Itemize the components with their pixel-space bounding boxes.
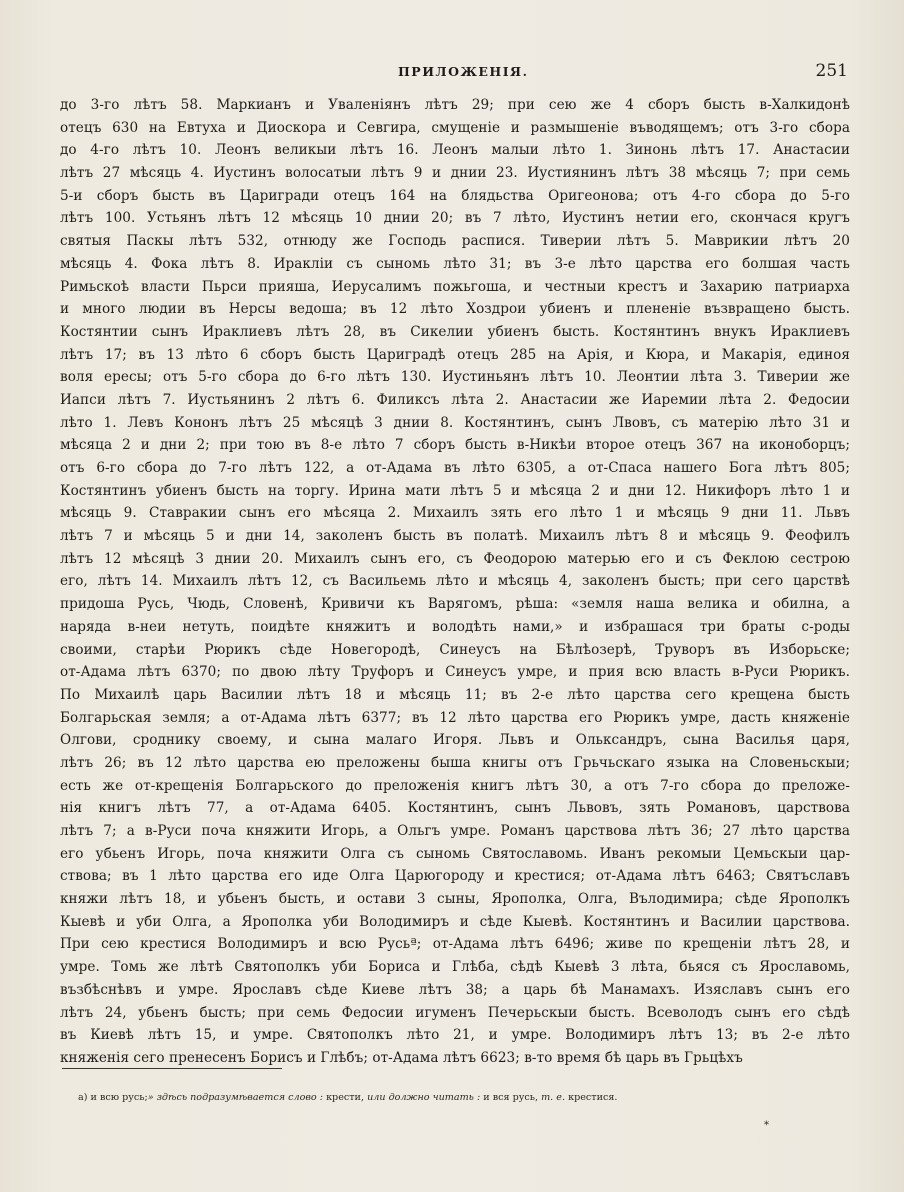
printers-mark: * [764,1120,769,1131]
text-line: Болгарьская земля; а от-Адама лѣтъ 6377; въ 12 лѣто царства его Рюрикъ умре, дасть княженіе [60,709,850,726]
text-line: Костянтинъ убиенъ бысть на торгу. Ирина мати лѣтъ 5 и мѣсяца 2 и дни 12. Никифоръ лѣто 1 и [60,482,850,499]
text-line: от-Адама лѣтъ 6370; по двою лѣту Труфоръ и Синеусъ умре, и прия всю власть в-Руси Рюрикъ. [60,664,850,681]
text-line: При сею крестися Володимиръ и всю Русьª; от-Адама лѣтъ 6496; живе по крещеніи лѣтъ 28, и [60,936,850,953]
text-line: лѣтъ 7; а в-Руси поча княжити Игорь, а Ольгъ умре. Романъ царствова лѣтъ 36; 27 лѣто царства [60,823,850,839]
text-line: лѣто 1. Левъ Кононъ лѣтъ 25 мѣсяцѣ 3 днии 8. Костянтинъ, сынъ Лвовъ, съ матерію лѣто 31 и [60,414,850,431]
text-line: и много людии въ Нерсы ведоша; въ 12 лѣто Хоздрои убиенъ и плененіе възвращено бысть. [60,301,850,318]
text-line: княженія сего пренесенъ Борисъ и Глѣбъ; от-Адама лѣтъ 6623; в-то время бѣ царь въ Грьцѣхъ [60,1049,743,1066]
footnote-note-3: т. е. [541,1092,566,1103]
body-text [60,94,850,1070]
footnote-word-2: и вся русь, [483,1092,539,1103]
text-line: княжи лѣтъ 18, и убьенъ бысть, и остави 3 сыны, Ярополка, Олга, Вълодимира; сѣде Ярополкъ [60,891,850,908]
text-line: лѣтъ 17; въ 13 лѣто 6 сборъ бысть Цариградѣ отецъ 285 на Арія, и Кюра, и Макарія, единоя [60,346,850,363]
text-line: възбѣснѣвъ и умре. Ярославъ сѣде Киеве лѣтъ 38; а царь бѣ Манамахъ. Изяславъ сынъ его [60,981,850,998]
text-line: лѣтъ 27 мѣсяць 4. Иустинъ волосатыи лѣтъ 9 и днии 23. Иустиянинъ лѣтъ 38 мѣсяць 7; при семь [60,165,850,182]
footnote-marker: а) [78,1092,88,1103]
text-line: мѣсяць 9. Ставракии сынъ его мѣсяца 2. Михаилъ зять его лѣто 1 и мѣсяць 9 дни 11. Львъ [60,505,850,522]
text-line: есть же от-крещенія Болгарьского до преложенія книгъ лѣтъ 30, а отъ 7-го сбора до преложе- [60,777,850,794]
text-line: лѣтъ 26; въ 12 лѣто царства ею преложены быша книгы отъ Грьчьскаго языка на Словеньскыи; [60,754,850,771]
text-line: до 4-го лѣтъ 10. Леонъ великыи лѣтъ 16. Леонъ малыи лѣто 1. Зинонь лѣтъ 17. Анастасии [60,142,850,159]
text-line: 5-и сборъ бысть въ Царигради отецъ 164 на блядьства Оригеонова; отъ 4-го сбора до 5-го [60,187,850,204]
text-line: мѣсяць 4. Фока лѣтъ 8. Иракліи съ сыномь лѣто 31; въ 3-е лѣто царства его болшая часть [60,255,850,272]
text-line: воля ересы; отъ 5-го сбора до 6-го лѣтъ 130. Иустиньянъ лѣтъ 10. Леонтии лѣта 3. Тиверии же [60,369,850,386]
footnote-divider [62,1068,282,1069]
text-line: своими, старѣи Рюрикъ сѣде Новегородѣ, Синеусъ на Бѣлѣозерѣ, Труворъ въ Изборьске; [60,641,850,658]
text-line: лѣтъ 24, убьенъ бысть; при семь Федосии игуменъ Печерьскыи бысть. Всеволодъ сынъ его сѣдѣ [60,1004,850,1021]
text-line: въ Киевѣ лѣтъ 15, и умре. Святополкъ лѣто 21, и умре. Володимиръ лѣтъ 13; въ 2-е лѣто [60,1027,850,1044]
footnote-note-2: или должно читать : [367,1092,481,1103]
page-header [60,62,850,84]
running-title: ПРИЛОЖЕНІЯ. [398,64,529,79]
text-line: лѣтъ 100. Устьянъ лѣтъ 12 мѣсяць 10 днии 20; въ 7 лѣто, Иустинъ нетии его, скончася кругъ [60,210,850,227]
text-line: Иапси лѣтъ 7. Иустьянинъ 2 лѣтъ 6. Филиксъ лѣта 2. Анастасии же Иаремии лѣта 2. Федосии [60,391,850,408]
text-line: Кыевѣ и уби Олга, а Ярополка уби Володимиръ и сѣде Кыевѣ. Костянтинъ и Василии царствова. [60,913,850,930]
text-line: ствова; въ 1 лѣто царства его иде Олга Царюгороду и крестися; от-Адама лѣтъ 6463; Святъславъ [60,868,850,885]
text-line: до 3-го лѣтъ 58. Маркианъ и Уваленіянъ лѣтъ 29; при сею же 4 сборъ бысть в-Халкидонѣ [60,97,850,113]
text-line: мѣсяца 2 и дни 2; при тою въ 8-е лѣто 7 сборъ бысть в-Никѣи второе отецъ 367 на иконоборцъ; [60,437,850,454]
text-line: его убьенъ Игорь, поча княжити Олга съ сыномь Святославомь. Иванъ рекомыи Цемьскыи цар- [60,845,850,862]
text-line: По Михаилѣ царь Василии лѣтъ 18 и мѣсяць 11; въ 2-е лѣто царства сего крещена бысть [60,686,850,703]
footnote-note-1: » здѣсь подразумѣвается слово : [147,1092,323,1103]
footnote-word-3: крестися. [568,1092,618,1103]
text-line: лѣтъ 7 и мѣсяць 5 и дни 14, заколенъ бысть въ полатѣ. Михаилъ лѣтъ 8 и мѣсяць 9. Феофилъ [60,528,850,545]
text-line: Римьскоѣ власти Пьрси прияша, Иерусалимъ пожьгоша, и честныи крестъ и Захарию патриарха [60,278,850,295]
text-line: Олгови, сроднику своему, и сына малаго Игоря. Львъ и Олькcандръ, сына Василья царя, [60,732,850,749]
text-line: Костянтии сынъ Ираклиевъ лѣтъ 28, въ Сикелии убиенъ бысть. Костянтинъ внукъ Ираклиевъ [60,323,850,340]
text-line: наряда в-неи нетуть, поидѣте княжитъ и володѣть нами,» и избрашася три браты с-роды [60,618,850,635]
text-line: нія книгъ лѣтъ 77, а от-Адама 6405. Костянтинъ, сынъ Львовъ, зять Романовъ, царствова [60,800,850,817]
text-line: отецъ 630 на Евтуха и Диоскора и Севгира, смущеніе и размышеніе въводящемъ; отъ 3-го сбора [60,119,850,136]
text-line: умре. Томь же лѣтѣ Святополкъ уби Бориса и Глѣба, сѣдѣ Кыевѣ 3 лѣта, бьяся съ Ярославомь, [60,959,850,976]
page-number: 251 [815,61,848,81]
text-line: лѣтъ 12 мѣсяцѣ 3 днии 20. Михаилъ сынъ его, съ Феодорою матерью его и съ Феклою сестрою [60,550,850,567]
footnote-word-1: крести, [326,1092,365,1103]
footnote-quote: и всю русь; [90,1092,148,1103]
text-line: святыя Паскы лѣтъ 532, отнюду же Господь распися. Тиверии лѣтъ 5. Маврикии лѣтъ 20 [60,233,850,250]
text-line: придоша Русь, Чюдь, Словенѣ, Кривичи къ Варягомъ, рѣша: «земля наша велика и обилна, а [60,596,850,613]
text-line: отъ 6-го сбора до 7-го лѣтъ 122, а от-Адама въ лѣто 6305, а от-Спаса нашего Бога лѣтъ 805; [60,460,850,476]
footnote [78,1092,798,1103]
text-line: его, лѣтъ 14. Михаилъ лѣтъ 12, съ Васильемь лѣто и мѣсяць 4, заколенъ бысть; при сего царствѣ [60,573,850,590]
